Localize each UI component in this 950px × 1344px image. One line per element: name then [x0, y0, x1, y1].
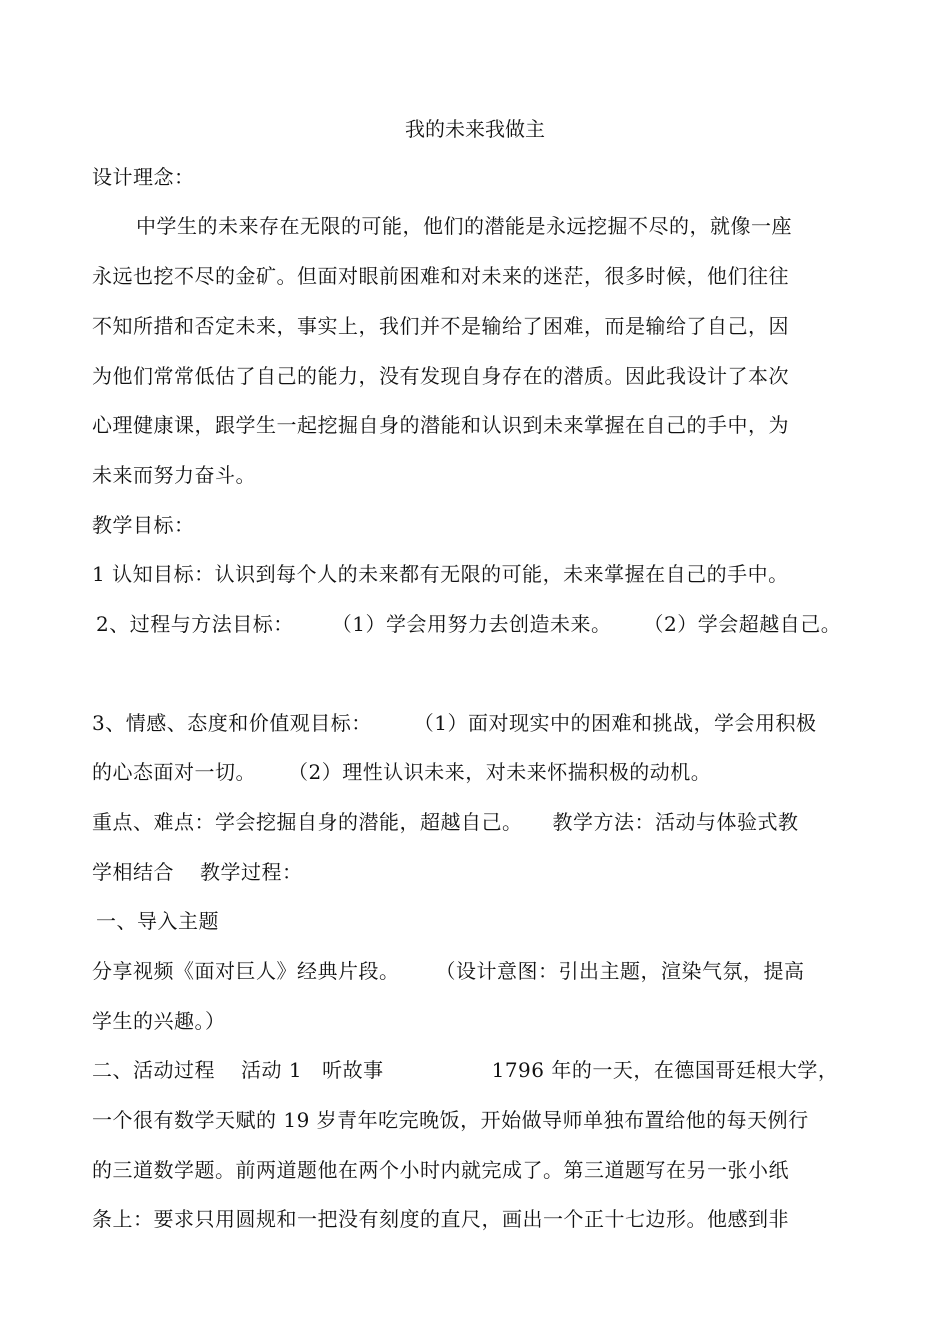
objective-emotion-item-1-end: 的心态面对一切。	[92, 760, 256, 784]
section-2-heading-line	[92, 1056, 838, 1084]
design-concept-heading: 设计理念：	[92, 165, 195, 189]
section-1-line-2: 学生的兴趣。）	[92, 1009, 226, 1033]
objective-emotion-item-2: （2）理性认识未来，对未来怀揣积极的动机。	[288, 760, 712, 784]
design-concept-line: 中学生的未来存在无限的可能，他们的潜能是永远挖掘不尽的，就像一座	[136, 214, 792, 238]
objective-process-item-1: （1）学会用努力去创造未来。	[331, 612, 612, 636]
key-points-line-2	[92, 858, 303, 886]
design-concept-line: 为他们常常低估了自己的能力，没有发现自身存在的潜质。因此我设计了本次	[92, 364, 789, 388]
teaching-process-label: 教学过程：	[200, 860, 303, 884]
document-title: 我的未来我做主	[405, 117, 545, 141]
story-line: 的三道数学题。前两道题他在两个小时内就完成了。第三道题写在另一张小纸	[92, 1158, 789, 1182]
design-concept-line: 未来而努力奋斗。	[92, 463, 256, 487]
objective-process-item-2: （2）学会超越自己。	[643, 612, 842, 636]
activity-1-title: 听故事	[322, 1058, 384, 1082]
section-1-line	[92, 957, 805, 985]
teaching-method-text: 教学方法：活动与体验式教	[552, 810, 799, 834]
objective-process-label: 2、过程与方法目标：	[96, 612, 294, 636]
activity-1-label: 活动 1	[241, 1058, 303, 1082]
design-intent-text: （设计意图：引出主题，渲染气氛，提高	[435, 959, 805, 983]
objective-emotion	[92, 709, 816, 737]
video-sharing-text: 分享视频《面对巨人》经典片段。	[92, 959, 400, 983]
objective-emotion-item-1: （1）面对现实中的困难和挑战，学会用积极	[413, 711, 817, 735]
design-concept-line: 永远也挖不尽的金矿。但面对眼前困难和对未来的迷茫，很多时候，他们往往	[92, 264, 789, 288]
objective-cognitive: 1 认知目标：认识到每个人的未来都有无限的可能，未来掌握在自己的手中。	[92, 562, 789, 586]
objective-emotion-continued	[92, 758, 711, 786]
objective-emotion-label: 3、情感、态度和价值观目标：	[92, 711, 372, 735]
key-points-line	[92, 808, 799, 836]
section-2-heading: 二、活动过程	[92, 1058, 215, 1082]
key-points-text: 重点、难点：学会挖掘自身的潜能，超越自己。	[92, 810, 523, 834]
objectives-heading: 教学目标：	[92, 513, 195, 537]
story-start: 1796 年的一天，在德国哥廷根大学，	[491, 1058, 839, 1082]
design-concept-line: 心理健康课，跟学生一起挖掘自身的潜能和认识到未来掌握在自己的手中，为	[92, 413, 789, 437]
teaching-method-end: 学相结合	[92, 860, 174, 884]
design-concept-line: 不知所措和否定未来，事实上，我们并不是输给了困难，而是输给了自己，因	[92, 314, 789, 338]
story-line: 条上：要求只用圆规和一把没有刻度的直尺，画出一个正十七边形。他感到非	[92, 1207, 789, 1231]
section-1-heading: 一、导入主题	[96, 909, 219, 933]
story-line: 一个很有数学天赋的 19 岁青年吃完晚饭，开始做导师单独布置给他的每天例行	[92, 1108, 809, 1132]
objective-process-method	[96, 610, 841, 638]
